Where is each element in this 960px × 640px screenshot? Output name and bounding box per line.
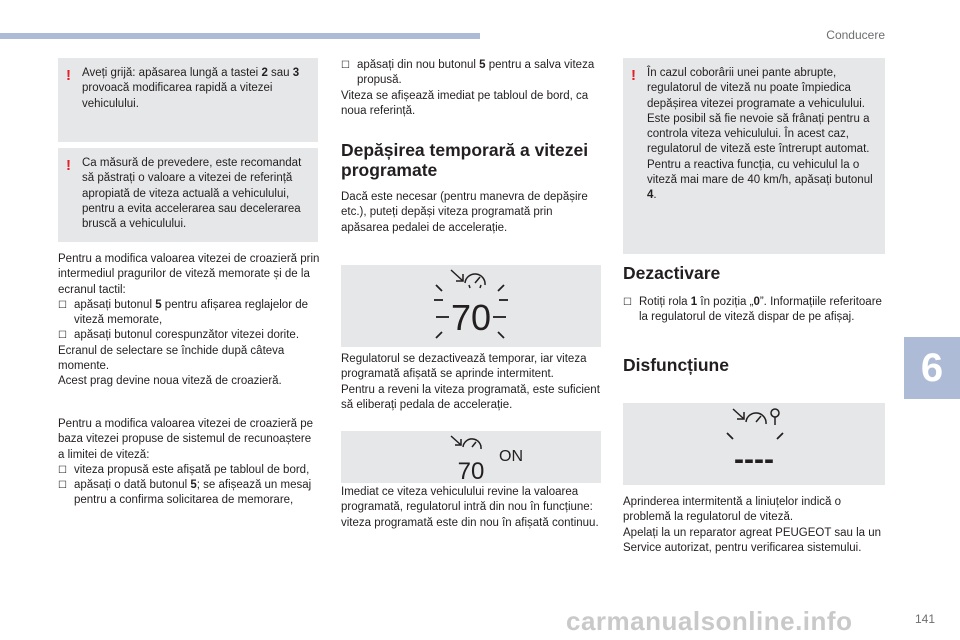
speed-value: 70 [457,458,485,483]
page-number: 141 [915,612,936,626]
status-on-label: ON [499,448,523,465]
paragraph-end: Ecranul de selectare se închide după câteva momente. Acest prag devine noua viteză de croazieră. [58,344,285,388]
memorised-speeds-paragraph [58,252,320,390]
bullet-item: ☐ Rotiți rola 1 în poziția „0”. Informațiile referitoare la regulatorul de viteză dispar de pe afișaj. [623,296,882,324]
warning-text: Aveți grijă: apăsarea lungă a tastei 2 sau 3 provoacă modificarea rapidă a vitezei vehiculului. [82,67,300,110]
speed-value: 70 [450,297,492,338]
exclamation-icon: ! [66,67,71,84]
proposed-speed-paragraph [58,417,320,509]
paragraph: Aprinderea intermitentă a liniuțelor indică o problemă la regulatorul de viteză. Apelați la un reparator agreat PEUGEOT sau la un Service autorizat, pentru verificarea sistemului. [623,496,882,554]
paragraph: Regulatorul se dezactivează temporar, iar viteza programată afișată se aprinde intermitent. Pentru a reveni la viteza programată, este suficient să eliberați pedala de accelerație. [341,353,600,411]
cruise-control-gauge-icon [733,409,779,425]
display-panel-blinking [341,265,601,347]
display-panel-fault [623,403,885,485]
exclamation-icon: ! [66,157,71,174]
watermark: carmanualsonline.info [566,606,853,636]
top-accent-bar [0,33,480,39]
paragraph: Imediat ce viteza vehiculului revine la valoarea programată, regulatorul intră din nou în funcțiune: viteza programată este din nou în afișată continuu. [341,486,599,529]
display-panel-on [341,431,601,483]
exclamation-icon: ! [631,67,636,84]
paragraph-intro: Pentru a modifica valoarea vitezei de croazieră prin intermediul pragurilor de viteză memorate și de la ecranul tactil: [58,253,320,296]
cruise-control-gauge-icon [451,436,481,449]
bullet-item: ☐ apăsați butonul corespunzător vitezei dorite. [58,328,320,343]
square-bullet-icon: ☐ [58,480,67,492]
blink-marks [727,433,783,439]
bullet-item: ☐ viteza propusă este afișată pe tabloul de bord, [58,463,320,478]
square-bullet-icon: ☐ [623,297,632,308]
save-speed-paragraph [341,58,603,119]
square-bullet-icon: ☐ [58,299,67,311]
warning-text: În cazul coborârii unei pante abrupte, regulatorul de viteză nu poate împiedica depășirea vitezei programate a vehiculului. Este posibil să fie nevoie să frânați pentru a controla viteza vehiculului. În acest caz, regulatorul de viteză este întrerupt automat. Pentru a reactiva funcția, cu vehiculul la o viteză mai mare de 40 km/h, apăsați butonul 4. [647,67,873,202]
bullet-item: ☐ apăsați o dată butonul 5; se afișează un mesaj pentru a confirma solicitarea de memorare, [58,479,312,507]
warning-box-downhill [623,58,885,254]
heading-malfunction: Disfuncțiune [623,355,729,375]
paragraph-intro: Pentru a modifica valoarea vitezei de croazieră pe baza vitezei propuse de sistemul de recunoaștere a limitei de viteză: [58,418,314,461]
paragraph: Dacă este necesar (pentru manevra de depășire etc.), puteți depăși viteza programată prin apăsarea pedalei de accelerație. [341,191,588,234]
warning-text: Ca măsură de prevedere, este recomandat să păstrați o valoare a vitezei de referință apropiată de viteza actuală a vehiculului, pentru a evita accelerarea sau decelerarea bruscă a vehiculului. [82,157,302,231]
fault-dashes: ---- [734,443,774,476]
bullet-item: ☐ apăsați butonul 5 pentru afișarea reglajelor de viteză memorate, [58,298,309,327]
square-bullet-icon: ☐ [341,60,350,71]
warning-box-precaution [58,148,318,242]
heading-deactivation: Dezactivare [623,263,721,283]
warning-box-long-press [58,58,318,142]
heading-temporary-overrun: Depășirea temporară a vitezei programate [341,140,589,180]
cruise-control-gauge-icon [451,270,485,288]
bullet-item: ☐ apăsați din nou butonul 5 pentru a salva viteza propusă. [341,59,595,87]
deactivation-paragraph [623,295,885,326]
chapter-tab: 6 [904,337,960,399]
square-bullet-icon: ☐ [58,464,67,476]
paragraph: Viteza se afișează imediat pe tabloul de bord, ca noua referință. [341,89,589,117]
square-bullet-icon: ☐ [58,330,67,342]
section-title: Conducere [826,28,885,42]
